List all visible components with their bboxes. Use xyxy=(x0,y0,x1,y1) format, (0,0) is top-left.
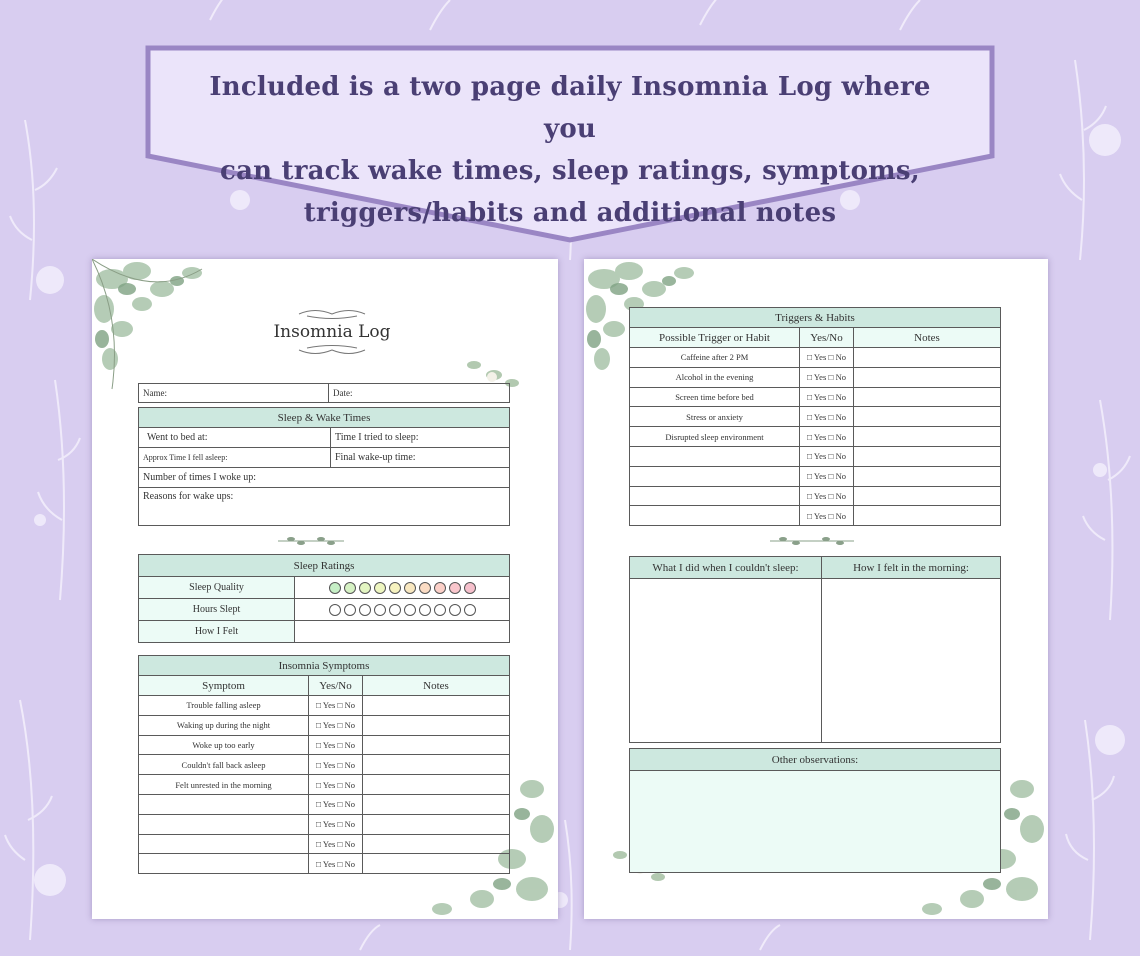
felt-morning-header: How I felt in the morning: xyxy=(822,557,1001,579)
banner-text xyxy=(184,66,956,234)
trigger-label: Screen time before bed xyxy=(630,387,800,407)
triggers-habits-table xyxy=(629,307,1001,526)
rating-circle[interactable] xyxy=(344,604,356,616)
rating-circle[interactable] xyxy=(389,604,401,616)
tried-to-sleep-field[interactable] xyxy=(331,428,510,448)
symptom-label: Waking up during the night xyxy=(139,715,309,735)
banner-line-3: triggers/habits and additional notes xyxy=(303,198,837,228)
rating-circle[interactable] xyxy=(404,604,416,616)
yes-no-checkbox[interactable]: □ Yes □ No xyxy=(800,367,854,387)
sleep-wake-times-table xyxy=(138,407,510,526)
other-observations-field[interactable] xyxy=(630,771,1001,873)
trigger-row xyxy=(630,446,1001,466)
insomnia-log-page-1 xyxy=(92,259,558,919)
yes-no-checkbox[interactable]: □ Yes □ No xyxy=(800,466,854,486)
night-morning-table xyxy=(629,556,1001,743)
trigger-label: Alcohol in the evening xyxy=(630,367,800,387)
notes-column-header: Notes xyxy=(854,328,1001,348)
insomnia-log-page-2 xyxy=(584,259,1048,919)
symptom-label: Woke up too early xyxy=(139,735,309,755)
rating-circle[interactable] xyxy=(464,582,476,594)
title-block xyxy=(252,307,412,357)
name-date-table xyxy=(138,383,510,403)
notes-field[interactable] xyxy=(363,696,510,716)
sleep-quality-rating xyxy=(295,577,510,599)
date-field[interactable] xyxy=(329,384,510,403)
yes-no-checkbox[interactable]: □ Yes □ No xyxy=(800,348,854,368)
hours-slept-rating xyxy=(295,599,510,621)
divider-flourish-icon xyxy=(768,535,856,547)
symptom-row xyxy=(139,834,510,854)
rating-circle[interactable] xyxy=(389,582,401,594)
yes-no-checkbox[interactable]: □ Yes □ No xyxy=(800,506,854,526)
symptom-row xyxy=(139,794,510,814)
yes-no-column-header: Yes/No xyxy=(309,676,363,696)
rating-circle[interactable] xyxy=(374,582,386,594)
couldnt-sleep-header: What I did when I couldn't sleep: xyxy=(630,557,822,579)
notes-field[interactable] xyxy=(854,387,1001,407)
trigger-row xyxy=(630,486,1001,506)
yes-no-checkbox[interactable]: □ Yes □ No xyxy=(309,715,363,735)
symptom-row xyxy=(139,735,510,755)
yes-no-checkbox[interactable]: □ Yes □ No xyxy=(309,814,363,834)
trigger-label xyxy=(630,506,800,526)
how-i-felt-field[interactable] xyxy=(295,621,510,643)
hours-slept-label: Hours Slept xyxy=(139,599,295,621)
date-label: Date: xyxy=(333,388,353,398)
symptom-row xyxy=(139,755,510,775)
notes-column-header: Notes xyxy=(363,676,510,696)
reasons-field[interactable] xyxy=(139,488,510,526)
yes-no-checkbox[interactable]: □ Yes □ No xyxy=(309,854,363,874)
name-field[interactable] xyxy=(139,384,329,403)
reasons-label: Reasons for wake ups: xyxy=(143,491,234,502)
trigger-row xyxy=(630,407,1001,427)
symptom-label: Trouble falling asleep xyxy=(139,696,309,716)
rating-circle[interactable] xyxy=(344,582,356,594)
notes-field[interactable] xyxy=(854,407,1001,427)
trigger-row xyxy=(630,387,1001,407)
rating-circle[interactable] xyxy=(464,604,476,616)
yes-no-checkbox[interactable]: □ Yes □ No xyxy=(800,407,854,427)
trigger-label: Stress or anxiety xyxy=(630,407,800,427)
notes-field[interactable] xyxy=(363,755,510,775)
rating-circle[interactable] xyxy=(434,604,446,616)
yes-no-checkbox[interactable]: □ Yes □ No xyxy=(800,486,854,506)
sleep-wake-header: Sleep & Wake Times xyxy=(139,408,510,428)
trigger-column-header: Possible Trigger or Habit xyxy=(630,328,800,348)
went-to-bed-label: Went to bed at: xyxy=(147,432,208,443)
symptom-rows xyxy=(139,696,510,874)
symptom-label: Felt unrested in the morning xyxy=(139,775,309,795)
symptoms-header: Insomnia Symptoms xyxy=(139,656,510,676)
yes-no-checkbox[interactable]: □ Yes □ No xyxy=(309,755,363,775)
name-label: Name: xyxy=(143,388,167,398)
fell-asleep-label: Approx Time I fell asleep: xyxy=(143,453,228,462)
went-to-bed-field[interactable] xyxy=(139,428,331,448)
trigger-label xyxy=(630,446,800,466)
sleep-quality-label: Sleep Quality xyxy=(139,577,295,599)
rating-circle[interactable] xyxy=(434,582,446,594)
yes-no-checkbox[interactable]: □ Yes □ No xyxy=(309,735,363,755)
notes-field[interactable] xyxy=(363,775,510,795)
trigger-label: Caffeine after 2 PM xyxy=(630,348,800,368)
symptom-label xyxy=(139,834,309,854)
notes-field[interactable] xyxy=(363,834,510,854)
notes-field[interactable] xyxy=(854,446,1001,466)
symptom-row xyxy=(139,715,510,735)
rating-circle[interactable] xyxy=(374,604,386,616)
notes-field[interactable] xyxy=(854,466,1001,486)
quality-circles xyxy=(299,582,505,594)
notes-field[interactable] xyxy=(854,427,1001,447)
notes-field[interactable] xyxy=(854,348,1001,368)
symptom-label: Couldn't fall back asleep xyxy=(139,755,309,775)
notes-field[interactable] xyxy=(363,854,510,874)
divider-flourish-icon xyxy=(276,535,346,547)
symptom-row xyxy=(139,854,510,874)
notes-field[interactable] xyxy=(854,367,1001,387)
symptom-label xyxy=(139,794,309,814)
trigger-row xyxy=(630,506,1001,526)
symptom-label xyxy=(139,854,309,874)
times-woke-field[interactable] xyxy=(139,468,510,488)
trigger-row xyxy=(630,348,1001,368)
yes-no-checkbox[interactable]: □ Yes □ No xyxy=(309,696,363,716)
notes-field[interactable] xyxy=(854,506,1001,526)
trigger-label xyxy=(630,486,800,506)
rating-circle[interactable] xyxy=(359,604,371,616)
how-i-felt-label: How I Felt xyxy=(139,621,295,643)
triggers-header: Triggers & Habits xyxy=(630,308,1001,328)
notes-field[interactable] xyxy=(363,735,510,755)
symptom-label xyxy=(139,814,309,834)
rating-circle[interactable] xyxy=(329,582,341,594)
felt-morning-field[interactable] xyxy=(822,579,1001,743)
yes-no-checkbox[interactable]: □ Yes □ No xyxy=(800,387,854,407)
trigger-row xyxy=(630,427,1001,447)
banner-line-2: can track wake times, sleep ratings, symptoms, xyxy=(220,156,920,186)
flourish-top-icon xyxy=(297,307,367,321)
trigger-label xyxy=(630,466,800,486)
insomnia-symptoms-table xyxy=(138,655,510,874)
trigger-label: Disrupted sleep environment xyxy=(630,427,800,447)
rating-circle[interactable] xyxy=(449,604,461,616)
yes-no-checkbox[interactable]: □ Yes □ No xyxy=(800,427,854,447)
other-observations-table xyxy=(629,748,1001,873)
rating-circle[interactable] xyxy=(449,582,461,594)
fell-asleep-field[interactable] xyxy=(139,448,331,468)
symptom-column-header: Symptom xyxy=(139,676,309,696)
yes-no-checkbox[interactable]: □ Yes □ No xyxy=(309,775,363,795)
banner-line-1: Included is a two page daily Insomnia Log where you xyxy=(209,72,931,144)
rating-circle[interactable] xyxy=(419,582,431,594)
tried-to-sleep-label: Time I tried to sleep: xyxy=(335,432,419,443)
yes-no-checkbox[interactable]: □ Yes □ No xyxy=(309,794,363,814)
symptom-row xyxy=(139,696,510,716)
yes-no-checkbox[interactable]: □ Yes □ No xyxy=(800,446,854,466)
rating-circle[interactable] xyxy=(359,582,371,594)
trigger-rows xyxy=(630,348,1001,526)
rating-circle[interactable] xyxy=(404,582,416,594)
couldnt-sleep-field[interactable] xyxy=(630,579,822,743)
times-woke-label: Number of times I woke up: xyxy=(143,472,257,483)
symptom-row xyxy=(139,814,510,834)
symptom-row xyxy=(139,775,510,795)
hours-circles xyxy=(299,604,505,616)
yes-no-checkbox[interactable]: □ Yes □ No xyxy=(309,834,363,854)
page-title: Insomnia Log xyxy=(273,322,391,342)
yes-no-column-header: Yes/No xyxy=(800,328,854,348)
notes-field[interactable] xyxy=(854,486,1001,506)
notes-field[interactable] xyxy=(363,794,510,814)
trigger-row xyxy=(630,466,1001,486)
rating-circle[interactable] xyxy=(419,604,431,616)
sleep-ratings-table xyxy=(138,554,510,643)
final-wake-label: Final wake-up time: xyxy=(335,452,416,463)
rating-circle[interactable] xyxy=(329,604,341,616)
notes-field[interactable] xyxy=(363,814,510,834)
sleep-ratings-header: Sleep Ratings xyxy=(139,555,510,577)
notes-field[interactable] xyxy=(363,715,510,735)
other-observations-header: Other observations: xyxy=(630,749,1001,771)
final-wake-field[interactable] xyxy=(331,448,510,468)
banner xyxy=(144,44,996,244)
trigger-row xyxy=(630,367,1001,387)
flourish-bottom-icon xyxy=(297,343,367,357)
